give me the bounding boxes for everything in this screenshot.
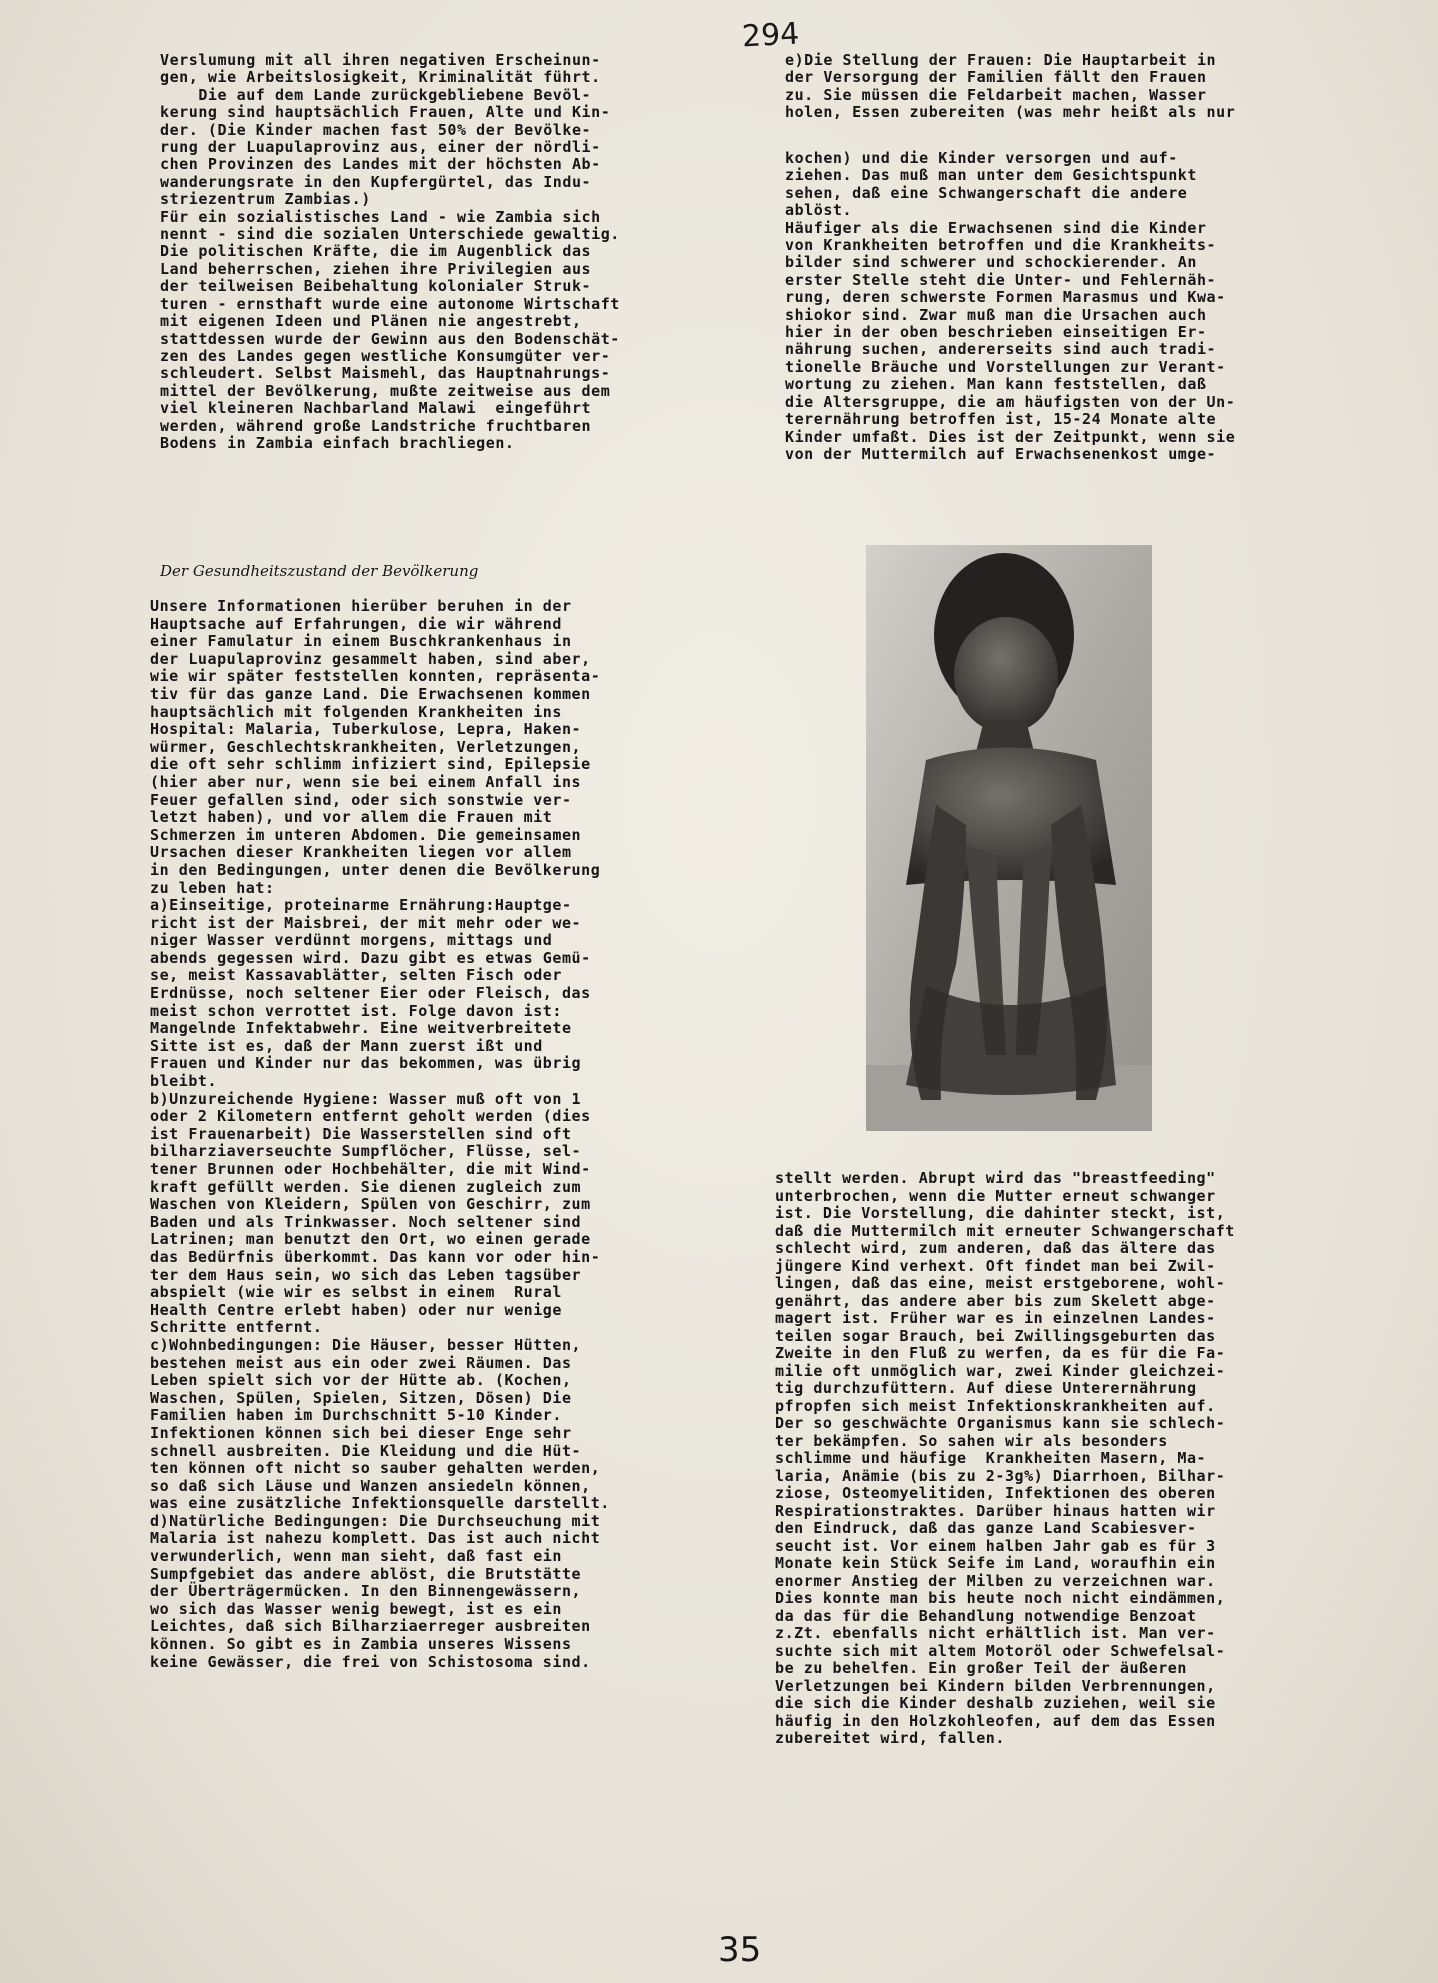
- text-line: letzt haben), und vor allem die Frauen mit: [150, 808, 553, 827]
- text-line: Der so geschwächte Organismus kann sie schlech-: [775, 1414, 1226, 1432]
- text-line: da das für die Behandlung notwendige Benzoat: [775, 1606, 1197, 1625]
- text-line: werden, während große Landstriche fruchtbaren: [160, 416, 592, 435]
- text-line: terernährung betroffen ist, 15-24 Monate alte: [785, 410, 1217, 429]
- text-line: Hauptsache auf Erfahrungen, die wir während: [150, 614, 562, 633]
- text-line: be zu behelfen. Ein großer Teil der äußeren: [775, 1659, 1187, 1677]
- text-line: Die politischen Kräfte, die im Augenblick das: [160, 242, 592, 261]
- text-line: jüngere Kind verhext. Oft findet man bei Zwil-: [775, 1256, 1216, 1275]
- text-line: Malaria ist nahezu komplett. Das ist auch nicht: [150, 1529, 601, 1548]
- text-line: a)Einseitige, proteinarme Ernährung:Hauptge-: [150, 896, 572, 915]
- text-line: Schritte entfernt.: [150, 1318, 323, 1337]
- text-line: pfropfen sich meist Infektionskrankheiten auf.: [775, 1396, 1216, 1415]
- text-line: tener Brunnen oder Hochbehälter, die mit Wind-: [150, 1160, 591, 1178]
- text-line: niger Wasser verdünnt morgens, mittags und: [150, 931, 553, 950]
- text-line: die oft sehr schlimm infiziert sind, Epilepsie: [150, 755, 591, 774]
- text-line: turen - ernsthaft wurde eine autonome Wirtschaft: [160, 294, 620, 313]
- text-line: schnell ausbreiten. Die Kleidung und die Hüt-: [150, 1441, 582, 1460]
- text-line: was eine zusätzliche Infektionsquelle darstellt.: [150, 1494, 610, 1513]
- text-line: Schmerzen im unteren Abdomen. Die gemeinsamen: [150, 825, 582, 844]
- text-line: die Altersgruppe, die am häufigsten von der Un-: [785, 392, 1236, 411]
- text-line: keine Gewässer, die frei von Schistosoma sind.: [150, 1652, 591, 1671]
- text-line: den Eindruck, daß das ganze Land Scabiesver-: [775, 1519, 1197, 1537]
- text-line: zu. Sie müssen die Feldarbeit machen, Wasser: [785, 85, 1207, 104]
- text-line: Latrinen; man benutzt den Ort, wo einen gerade: [150, 1230, 591, 1249]
- text-line: kochen) und die Kinder versorgen und auf-: [785, 149, 1178, 167]
- text-line: suchte sich mit altem Motoröl oder Schwefelsal-: [775, 1641, 1226, 1660]
- text-column-top-right: [785, 150, 1235, 463]
- text-line: Infektionen können sich bei dieser Enge sehr: [150, 1423, 572, 1442]
- text-line: erster Stelle steht die Unter- und Fehlernäh-: [785, 270, 1217, 289]
- text-line: der. (Die Kinder machen fast 50% der Bevölke-: [160, 120, 592, 139]
- text-line: bleibt.: [150, 1072, 218, 1091]
- text-line: b)Unzureichende Hygiene: Wasser muß oft von 1: [150, 1089, 582, 1108]
- text-line: d)Natürliche Bedingungen: Die Durchseuchung mit: [150, 1511, 601, 1530]
- text-line: sehen, daß eine Schwangerschaft die andere: [785, 183, 1188, 202]
- text-line: ziose, Osteomyelitiden, Infektionen des oberen: [775, 1484, 1216, 1502]
- text-line: Hospital: Malaria, Tuberkulose, Lepra, Haken-: [150, 720, 582, 739]
- photo-image: [866, 545, 1152, 1131]
- text-line: der Versorgung der Familien fällt den Frauen: [785, 68, 1207, 87]
- text-line: schleudert. Selbst Maismehl, das Hauptnahrungs-: [160, 364, 611, 383]
- text-line: hauptsächlich mit folgenden Krankheiten ins: [150, 702, 562, 721]
- text-line: seucht ist. Vor einem halben Jahr gab es für 3: [775, 1536, 1216, 1555]
- text-line: wanderungsrate in den Kupfergürtel, das Indu-: [160, 172, 592, 191]
- text-line: ter dem Haus sein, wo sich das Leben tagsüber: [150, 1265, 582, 1284]
- text-line: shiokor sind. Zwar muß man die Ursachen auch: [785, 305, 1207, 324]
- text-line: nährung suchen, andererseits sind auch tradi-: [785, 340, 1217, 359]
- text-line: wo sich das Wasser wenig bewegt, ist es ein: [150, 1599, 562, 1618]
- text-line: Waschen, Spülen, Spielen, Sitzen, Dösen) Die: [150, 1388, 572, 1407]
- text-line: Land beherrschen, ziehen ihre Privilegien aus: [160, 259, 592, 278]
- text-line: mittel der Bevölkerung, mußte zeitweise aus dem: [160, 381, 611, 400]
- text-line: stattdessen wurde der Gewinn aus den Bodenschät-: [160, 329, 620, 348]
- text-column-top-right-intro: [785, 52, 1235, 122]
- text-line: Waschen von Kleidern, Spülen von Geschirr, zum: [150, 1195, 591, 1214]
- text-line: Frauen und Kinder nur das bekommen, was übrig: [150, 1054, 582, 1073]
- text-line: abspielt (wie wir es selbst in einem Rural: [150, 1283, 562, 1302]
- text-line: Leben spielt sich vor der Hütte ab. (Kochen,: [150, 1371, 572, 1390]
- text-line: viel kleineren Nachbarland Malawi eingeführt: [160, 399, 592, 418]
- text-column-bottom-right: [775, 1170, 1235, 1748]
- text-line: zubereitet wird, fallen.: [775, 1729, 1005, 1747]
- text-line: der Überträgermücken. In den Binnengewässern,: [150, 1582, 582, 1601]
- text-column-top-left: [160, 52, 620, 452]
- text-line: holen, Essen zubereiten (was mehr heißt als nur: [785, 103, 1236, 122]
- text-line: tig durchzufüttern. Auf diese Unterernährung: [775, 1379, 1197, 1397]
- text-line: Zweite in den Fluß zu werfen, da es für die Fa-: [775, 1344, 1226, 1362]
- text-line: chen Provinzen des Landes mit der höchsten Ab-: [160, 155, 601, 174]
- text-line: gen, wie Arbeitslosigkeit, Kriminalität führt.: [160, 68, 601, 87]
- text-line: in den Bedingungen, unter denen die Bevölkerung: [150, 860, 601, 879]
- text-line: meist schon verrottet ist. Folge davon ist:: [150, 1001, 562, 1020]
- text-line: von der Muttermilch auf Erwachsenenkost umge-: [785, 444, 1217, 463]
- text-line: Bodens in Zambia einfach brachliegen.: [160, 433, 515, 452]
- text-line: ten können oft nicht so sauber gehalten werden,: [150, 1459, 601, 1478]
- text-line: bilharziaverseuchte Sumpflöcher, Flüsse, sel-: [150, 1142, 582, 1161]
- text-line: bilder sind schwerer und schockierender. An: [785, 253, 1197, 272]
- text-line: wortung zu ziehen. Man kann feststellen, daß: [785, 375, 1207, 394]
- text-line: rung der Luapulaprovinz aus, einer der nördli-: [160, 138, 601, 157]
- text-line: zen des Landes gegen westliche Konsumgüter ver-: [160, 346, 611, 365]
- text-line: verwunderlich, wenn man sieht, daß fast ein: [150, 1547, 562, 1566]
- text-line: einer Famulatur in einem Buschkrankenhaus in: [150, 632, 572, 651]
- text-line: zu leben hat:: [150, 878, 275, 897]
- text-line: der teilweisen Beibehaltung kolonialer Struk-: [160, 277, 592, 296]
- text-line: enormer Anstieg der Milben zu verzeichnen war.: [775, 1571, 1216, 1590]
- text-line: se, meist Kassavablätter, selten Fisch oder: [150, 966, 562, 985]
- text-line: teilen sogar Brauch, bei Zwillingsgeburten das: [775, 1326, 1216, 1345]
- text-line: Mangelnde Infektabwehr. Eine weitverbreitete: [150, 1019, 572, 1038]
- text-line: ter bekämpfen. So sahen wir als besonders: [775, 1431, 1168, 1450]
- text-line: der Luapulaprovinz gesammelt haben, sind aber,: [150, 649, 591, 668]
- handwritten-page-number: 294: [741, 16, 801, 55]
- text-line: das Bedürfnis überkommt. Das kann vor oder hin-: [150, 1247, 601, 1266]
- text-line: Familien haben im Durchschnitt 5-10 Kinder.: [150, 1406, 562, 1425]
- text-line: rung, deren schwerste Formen Marasmus und Kwa-: [785, 288, 1226, 307]
- text-line: c)Wohnbedingungen: Die Häuser, besser Hütten,: [150, 1335, 582, 1354]
- text-line: Häufiger als die Erwachsenen sind die Kinder: [785, 218, 1207, 237]
- text-line: Feuer gefallen sind, oder sich sonstwie ver-: [150, 790, 572, 809]
- text-line: schlecht wird, zum anderen, daß das ältere das: [775, 1239, 1216, 1257]
- section-heading: Der Gesundheitszustand der Bevölkerung: [160, 562, 479, 580]
- text-line: Monate kein Stück Seife im Land, woraufhin ein: [775, 1554, 1216, 1572]
- text-line: daß die Muttermilch mit erneuter Schwangerschaft: [775, 1221, 1235, 1240]
- text-line: nennt - sind die sozialen Unterschiede gewaltig.: [160, 225, 620, 244]
- text-line: genährt, das andere aber bis zum Skelett abge-: [775, 1291, 1216, 1310]
- photo-malnourished-child: [866, 545, 1152, 1131]
- text-line: magert ist. Früher war es in einzelnen Landes-: [775, 1309, 1216, 1327]
- text-line: Verletzungen bei Kindern bilden Verbrennungen,: [775, 1676, 1216, 1695]
- text-line: oder 2 Kilometern entfernt geholt werden (dies: [150, 1107, 591, 1126]
- text-line: schlimme und häufige Krankheiten Masern, Ma-: [775, 1449, 1207, 1467]
- text-line: Baden und als Trinkwasser. Noch seltener sind: [150, 1212, 582, 1231]
- text-line: Verslumung mit all ihren negativen Erscheinun-: [160, 51, 601, 69]
- text-line: Die auf dem Lande zurückgebliebene Bevöl-: [160, 85, 592, 104]
- text-line: z.Zt. ebenfalls nicht erhältlich ist. Man ver-: [775, 1624, 1216, 1642]
- text-line: würmer, Geschlechtskrankheiten, Verletzungen,: [150, 737, 582, 756]
- text-line: können. So gibt es in Zambia unseres Wissens: [150, 1635, 572, 1654]
- text-line: (hier aber nur, wenn sie bei einem Anfall ins: [150, 772, 582, 791]
- text-line: kraft gefüllt werden. Sie dienen zugleich zum: [150, 1177, 582, 1196]
- text-line: bestehen meist aus ein oder zwei Räumen. Das: [150, 1353, 572, 1372]
- text-line: Unsere Informationen hierüber beruhen in der: [150, 597, 572, 615]
- page-number: 35: [718, 1930, 762, 1970]
- text-line: striezentrum Zambias.): [160, 190, 371, 209]
- text-line: Respirationstraktes. Darüber hinaus hatten wir: [775, 1501, 1216, 1520]
- text-line: Sumpfgebiet das andere ablöst, die Brutstätte: [150, 1564, 582, 1583]
- text-line: häufig in den Holzkohleofen, auf dem das Essen: [775, 1711, 1216, 1730]
- text-line: Sitte ist es, daß der Mann zuerst ißt und: [150, 1036, 543, 1055]
- text-line: Erdnüsse, noch seltener Eier oder Fleisch, das: [150, 984, 591, 1003]
- text-line: richt ist der Maisbrei, der mit mehr oder we-: [150, 913, 582, 932]
- text-line: ablöst.: [785, 201, 853, 220]
- text-line: so daß sich Läuse und Wanzen ansiedeln können,: [150, 1476, 591, 1495]
- text-line: abends gegessen wird. Dazu gibt es etwas Gemü-: [150, 948, 591, 967]
- text-line: unterbrochen, wenn die Mutter erneut schwanger: [775, 1186, 1216, 1205]
- text-line: laria, Anämie (bis zu 2-3g%) Diarrhoen, Bilhar-: [775, 1466, 1226, 1485]
- text-line: ziehen. Das muß man unter dem Gesichtspunkt: [785, 166, 1197, 185]
- text-line: Dies konnte man bis heute noch nicht eindämmen,: [775, 1589, 1226, 1607]
- text-line: lingen, daß das eine, meist erstgeborene, wohl-: [775, 1274, 1226, 1292]
- text-line: Leichtes, daß sich Bilharziaerreger ausbreiten: [150, 1617, 591, 1636]
- text-line: von Krankheiten betroffen und die Krankheits-: [785, 236, 1217, 255]
- text-line: ist. Die Vorstellung, die dahinter steckt, ist,: [775, 1204, 1226, 1222]
- text-line: stellt werden. Abrupt wird das "breastfeeding": [775, 1169, 1216, 1187]
- text-column-bottom-left: [150, 598, 610, 1671]
- text-line: tionelle Bräuche und Vorstellungen zur Verant-: [785, 357, 1226, 376]
- text-line: Für ein sozialistisches Land - wie Zambia sich: [160, 207, 601, 226]
- text-line: Health Centre erlebt haben) oder nur wenige: [150, 1300, 562, 1319]
- text-line: wie wir später feststellen konnten, repräsenta-: [150, 667, 601, 686]
- text-line: milie oft unmöglich war, zwei Kinder gleichzei-: [775, 1361, 1226, 1380]
- text-line: tiv für das ganze Land. Die Erwachsenen kommen: [150, 684, 591, 703]
- text-line: kerung sind hauptsächlich Frauen, Alte und Kin-: [160, 103, 611, 122]
- text-line: die sich die Kinder deshalb zuziehen, weil sie: [775, 1694, 1216, 1712]
- text-line: Ursachen dieser Krankheiten liegen vor allem: [150, 843, 572, 862]
- text-line: ist Frauenarbeit) Die Wasserstellen sind oft: [150, 1124, 572, 1143]
- text-line: Kinder umfaßt. Dies ist der Zeitpunkt, wenn sie: [785, 427, 1236, 446]
- text-line: e)Die Stellung der Frauen: Die Hauptarbeit in: [785, 51, 1217, 69]
- text-line: hier in der oben beschrieben einseitigen Er-: [785, 323, 1207, 342]
- text-line: mit eigenen Ideen und Plänen nie angestrebt,: [160, 312, 582, 331]
